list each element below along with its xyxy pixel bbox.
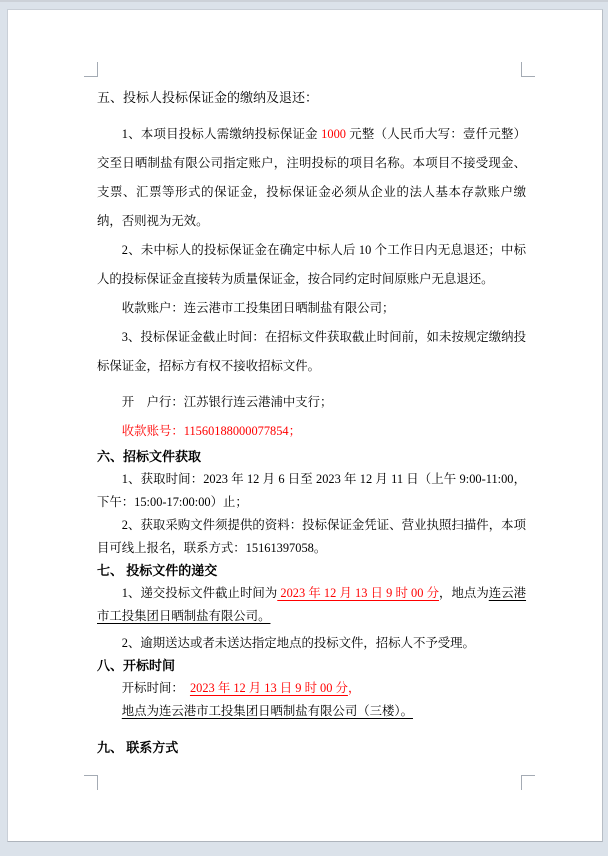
section-9-heading: 九、 联系方式 xyxy=(97,740,179,755)
margin-mark-top-right-icon xyxy=(521,62,535,77)
section-7-heading: 七、 投标文件的递交 xyxy=(97,563,218,578)
section-8-heading: 八、开标时间 xyxy=(97,658,176,673)
section-5-paragraph-1 xyxy=(97,120,526,236)
submission-location-pre: ，地点为 xyxy=(439,586,489,600)
bid-opening-time-comma: ， xyxy=(347,681,361,695)
bid-opening-time-line xyxy=(97,677,526,700)
section-7-paragraph-1 xyxy=(97,582,526,628)
section-6-paragraph-2: 2、获取采购文件须提供的资料：投标保证金凭证、营业执照扫描件，本项目可线上报名，联系方式：15161397058。 xyxy=(97,518,526,555)
section-6-heading: 六、招标文件获取 xyxy=(97,449,202,464)
deposit-amount: 1000 xyxy=(321,127,346,141)
deposit-text-post: 元整（人民币大写：壹仟元整）交至日晒制盐有限公司指定账户，注明投标的项目名称。本项目不接受现金、支票、汇票等形式的保证金，投标保证金必须从企业的法人基本存款账户缴纳，否则视为无效。 xyxy=(97,127,526,228)
deposit-text-pre: 1、本项目投标人需缴纳投标保证金 xyxy=(121,127,322,141)
section-5-heading: 五、投标人投标保证金的缴纳及退还： xyxy=(97,90,319,105)
submission-deadline-pre: 1、递交投标文件截止时间为 xyxy=(121,586,278,600)
section-5-paragraph-2: 2、未中标人的投标保证金在确定中标人后 10 个工作日内无息退还；中标人的投标保证金直接转为质量保证金，按合同约定时间原账户无息退还。 xyxy=(97,243,526,286)
document-page[interactable] xyxy=(7,9,603,842)
margin-mark-bottom-right-icon xyxy=(521,775,535,790)
bid-opening-time-date: 2023 年 12 月 13 日 9 时 00 分 xyxy=(189,681,348,695)
margin-mark-bottom-left-icon xyxy=(84,775,98,790)
bid-opening-location-line xyxy=(97,700,526,723)
payee-account-number: 收款账号：11560188000077854； xyxy=(121,424,302,438)
document-content xyxy=(97,77,526,759)
submission-deadline-date: 2023 年 12 月 13 日 9 时 00 分 xyxy=(277,586,440,600)
submission-location: 连云港市工投集团日晒制盐有限公司。 xyxy=(97,586,527,623)
bank-branch-line: 开 户行：江苏银行连云港浦中支行； xyxy=(121,395,333,409)
section-5-paragraph-3: 3、投标保证金截止时间：在招标文件获取截止时间前，如未按规定缴纳投标保证金，招标方有权不接收招标文件。 xyxy=(97,330,526,373)
section-6-paragraph-1: 1、获取时间：2023 年 12 月 6 日至 2023 年 12 月 11 日（上午 9:00-11:00，下午：15:00-17:00:00）止； xyxy=(97,472,526,509)
margin-mark-top-left-icon xyxy=(84,62,98,77)
payee-account-name: 收款账户：连云港市工投集团日晒制盐有限公司； xyxy=(121,301,395,315)
section-7-paragraph-2: 2、逾期送达或者未送达指定地点的投标文件，招标人不予受理。 xyxy=(121,636,475,650)
bid-opening-location: 地点为连云港市工投集团日晒制盐有限公司（三楼）。 xyxy=(121,704,413,718)
bid-opening-time-label: 开标时间： xyxy=(121,681,190,695)
